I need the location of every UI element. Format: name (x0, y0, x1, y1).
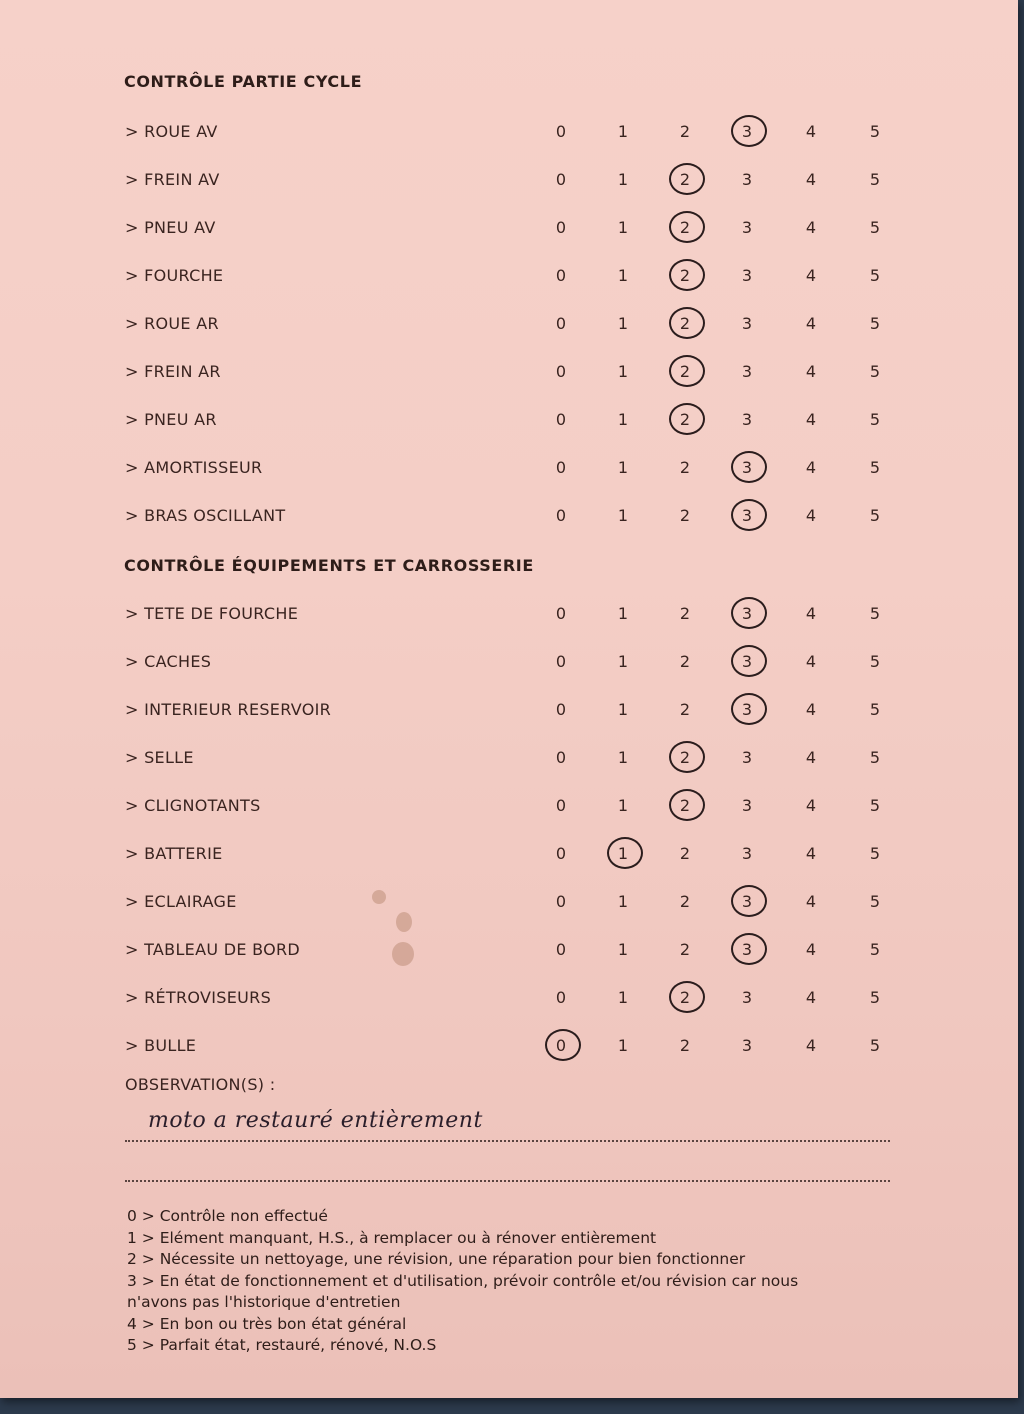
rating-option-selected[interactable]: 2 (668, 266, 702, 285)
rating-option-selected[interactable]: 3 (730, 940, 764, 959)
rating-option[interactable]: 3 (741, 410, 753, 429)
rating-option[interactable]: 5 (869, 844, 881, 863)
rating-option[interactable]: 5 (869, 892, 881, 911)
rating-option[interactable]: 4 (805, 988, 817, 1007)
rating-option[interactable]: 5 (869, 122, 881, 141)
checklist-row (0, 892, 1018, 922)
rating-option[interactable]: 1 (617, 218, 629, 237)
checklist-row (0, 218, 1018, 248)
rating-option[interactable]: 2 (679, 604, 691, 623)
rating-legend (127, 1206, 887, 1357)
rating-option[interactable]: 5 (869, 506, 881, 525)
rating-option[interactable]: 1 (617, 506, 629, 525)
checklist-item-label: > FREIN AR (125, 362, 221, 381)
checklist-row (0, 988, 1018, 1018)
rating-option[interactable]: 5 (869, 218, 881, 237)
rating-option[interactable]: 0 (555, 506, 567, 525)
rating-option[interactable]: 3 (741, 988, 753, 1007)
rating-option[interactable]: 0 (555, 988, 567, 1007)
rating-option[interactable]: 4 (805, 748, 817, 767)
checklist-row (0, 314, 1018, 344)
checklist-item-label: > SELLE (125, 748, 194, 767)
rating-option[interactable]: 2 (679, 700, 691, 719)
rating-option[interactable]: 1 (617, 122, 629, 141)
rating-option[interactable]: 1 (617, 604, 629, 623)
rating-option[interactable]: 0 (555, 748, 567, 767)
rating-option[interactable]: 5 (869, 988, 881, 1007)
rating-option[interactable]: 4 (805, 218, 817, 237)
checklist-row (0, 458, 1018, 488)
rating-option[interactable]: 1 (617, 458, 629, 477)
rating-option[interactable]: 4 (805, 652, 817, 671)
checklist-item-label: > ROUE AR (125, 314, 219, 333)
checklist-item-label: > FOURCHE (125, 266, 224, 285)
legend-line: 5 > Parfait état, restauré, rénové, N.O.S (127, 1336, 437, 1354)
rating-option[interactable]: 5 (869, 314, 881, 333)
rating-option[interactable]: 4 (805, 506, 817, 525)
rating-option[interactable]: 1 (617, 940, 629, 959)
rating-option[interactable]: 3 (741, 314, 753, 333)
rating-option[interactable]: 5 (869, 1036, 881, 1055)
rating-option[interactable]: 4 (805, 940, 817, 959)
rating-option[interactable]: 5 (869, 604, 881, 623)
rating-option[interactable]: 2 (679, 940, 691, 959)
rating-option[interactable]: 0 (555, 218, 567, 237)
rating-option[interactable]: 3 (741, 218, 753, 237)
rating-option-selected[interactable]: 2 (668, 988, 702, 1007)
checklist-row (0, 170, 1018, 200)
rating-option[interactable]: 3 (741, 266, 753, 285)
rating-option[interactable]: 0 (555, 892, 567, 911)
rating-option[interactable]: 1 (617, 652, 629, 671)
rating-option[interactable]: 1 (617, 988, 629, 1007)
rating-option[interactable]: 2 (679, 892, 691, 911)
rating-option-selected[interactable]: 0 (544, 1036, 578, 1055)
rating-option[interactable]: 1 (617, 266, 629, 285)
rating-option[interactable]: 0 (555, 844, 567, 863)
rating-option[interactable]: 0 (555, 122, 567, 141)
rating-option[interactable]: 3 (741, 170, 753, 189)
rating-option[interactable]: 4 (805, 314, 817, 333)
checklist-item-label: > CACHES (125, 652, 212, 671)
checklist-row (0, 844, 1018, 874)
rating-option[interactable]: 5 (869, 266, 881, 285)
rating-option[interactable]: 4 (805, 796, 817, 815)
rating-option-selected[interactable]: 2 (668, 218, 702, 237)
rating-option[interactable]: 1 (617, 700, 629, 719)
checklist-row (0, 796, 1018, 826)
rating-option[interactable]: 1 (617, 748, 629, 767)
rating-option[interactable]: 5 (869, 458, 881, 477)
rating-option[interactable]: 5 (869, 940, 881, 959)
observation-line (125, 1140, 890, 1142)
checklist-item-label: > AMORTISSEUR (125, 458, 263, 477)
rating-option[interactable]: 4 (805, 700, 817, 719)
rating-option[interactable]: 4 (805, 892, 817, 911)
rating-option[interactable]: 3 (741, 748, 753, 767)
rating-option[interactable]: 4 (805, 410, 817, 429)
rating-option[interactable]: 4 (805, 604, 817, 623)
rating-option[interactable]: 0 (555, 266, 567, 285)
rating-option[interactable]: 2 (679, 844, 691, 863)
rating-option[interactable]: 4 (805, 844, 817, 863)
observation-handwritten-note: moto a restauré entièrement (148, 1108, 483, 1133)
checklist-item-label: > BRAS OSCILLANT (125, 506, 286, 525)
rating-option[interactable]: 3 (741, 1036, 753, 1055)
checklist-row (0, 940, 1018, 970)
rating-option-selected[interactable]: 3 (730, 506, 764, 525)
rating-option[interactable]: 0 (555, 940, 567, 959)
rating-option[interactable]: 1 (617, 314, 629, 333)
rating-option-selected[interactable]: 3 (730, 892, 764, 911)
rating-option[interactable]: 4 (805, 458, 817, 477)
checklist-row (0, 652, 1018, 682)
checklist-row (0, 1036, 1018, 1066)
legend-line: 1 > Elément manquant, H.S., à remplacer ou à rénover entièrement (127, 1228, 657, 1247)
checklist-item-label: > BULLE (125, 1036, 197, 1055)
rating-option-selected[interactable]: 1 (606, 844, 640, 863)
checklist-item-label: > FREIN AV (125, 170, 220, 189)
checklist-row (0, 748, 1018, 778)
checklist-item-label: > TETE DE FOURCHE (125, 604, 299, 623)
rating-option[interactable]: 2 (679, 458, 691, 477)
section-title: CONTRÔLE PARTIE CYCLE (124, 72, 363, 91)
rating-option[interactable]: 1 (617, 410, 629, 429)
rating-option[interactable]: 4 (805, 1036, 817, 1055)
checklist-item-label: > ROUE AV (125, 122, 218, 141)
checklist-row (0, 506, 1018, 536)
rating-option[interactable]: 0 (555, 170, 567, 189)
rating-option[interactable]: 5 (869, 796, 881, 815)
rating-option[interactable]: 1 (617, 796, 629, 815)
rating-option[interactable]: 5 (869, 362, 881, 381)
rating-option[interactable]: 0 (555, 410, 567, 429)
legend-line: 0 > Contrôle non effectué (127, 1207, 328, 1225)
rating-option[interactable]: 5 (869, 700, 881, 719)
rating-option[interactable]: 2 (679, 652, 691, 671)
rating-option[interactable]: 1 (617, 170, 629, 189)
checklist-item-label: > TABLEAU DE BORD (125, 940, 301, 959)
rating-option-selected[interactable]: 3 (730, 604, 764, 623)
rating-option[interactable]: 4 (805, 170, 817, 189)
rating-option[interactable]: 5 (869, 748, 881, 767)
rating-option[interactable]: 4 (805, 266, 817, 285)
rating-option[interactable]: 3 (741, 796, 753, 815)
rating-option[interactable]: 1 (617, 362, 629, 381)
checklist-item-label: > CLIGNOTANTS (125, 796, 261, 815)
section-title: CONTRÔLE ÉQUIPEMENTS ET CARROSSERIE (124, 556, 534, 575)
legend-line: n'avons pas l'historique d'entretien (127, 1293, 401, 1311)
rating-option[interactable]: 5 (869, 170, 881, 189)
rating-option[interactable]: 2 (679, 1036, 691, 1055)
rating-option-selected[interactable]: 2 (668, 748, 702, 767)
checklist-item-label: > INTERIEUR RESERVOIR (125, 700, 332, 719)
rating-option-selected[interactable]: 2 (668, 170, 702, 189)
rating-option-selected[interactable]: 3 (730, 700, 764, 719)
checklist-row (0, 700, 1018, 730)
rating-option[interactable]: 0 (555, 700, 567, 719)
checklist-item-label: > PNEU AV (125, 218, 216, 237)
rating-option[interactable]: 5 (869, 652, 881, 671)
rating-option[interactable]: 0 (555, 652, 567, 671)
rating-option[interactable]: 4 (805, 362, 817, 381)
rating-option[interactable]: 0 (555, 604, 567, 623)
rating-option-selected[interactable]: 3 (730, 122, 764, 141)
observation-label: OBSERVATION(S) : (125, 1075, 276, 1094)
rating-option[interactable]: 1 (617, 892, 629, 911)
rating-option[interactable]: 0 (555, 458, 567, 477)
legend-line: 4 > En bon ou très bon état général (127, 1314, 407, 1333)
rating-option[interactable]: 0 (555, 314, 567, 333)
checklist-item-label: > ECLAIRAGE (125, 892, 237, 911)
checklist-row (0, 410, 1018, 440)
rating-option[interactable]: 1 (617, 1036, 629, 1055)
rating-option[interactable]: 3 (741, 362, 753, 381)
rating-option[interactable]: 3 (741, 844, 753, 863)
rating-option[interactable]: 0 (555, 362, 567, 381)
rating-option-selected[interactable]: 2 (668, 410, 702, 429)
checklist-item-label: > RÉTROVISEURS (125, 988, 272, 1007)
rating-option-selected[interactable]: 2 (668, 314, 702, 333)
rating-option[interactable]: 2 (679, 122, 691, 141)
rating-option[interactable]: 0 (555, 796, 567, 815)
checklist-item-label: > PNEU AR (125, 410, 217, 429)
checklist-item-label: > BATTERIE (125, 844, 223, 863)
rating-option[interactable]: 4 (805, 122, 817, 141)
rating-option-selected[interactable]: 2 (668, 362, 702, 381)
rating-option-selected[interactable]: 2 (668, 796, 702, 815)
rating-option-selected[interactable]: 3 (730, 458, 764, 477)
checklist-row (0, 362, 1018, 392)
checklist-row (0, 266, 1018, 296)
rating-option-selected[interactable]: 3 (730, 652, 764, 671)
checklist-row (0, 122, 1018, 152)
checklist-row (0, 604, 1018, 634)
observation-line (125, 1180, 890, 1182)
legend-line: 3 > En état de fonctionnement et d'utilisation, prévoir contrôle et/ou révision car nous (127, 1271, 799, 1290)
rating-option[interactable]: 5 (869, 410, 881, 429)
rating-option[interactable]: 2 (679, 506, 691, 525)
legend-line: 2 > Nécessite un nettoyage, une révision, une réparation pour bien fonctionner (127, 1250, 746, 1268)
